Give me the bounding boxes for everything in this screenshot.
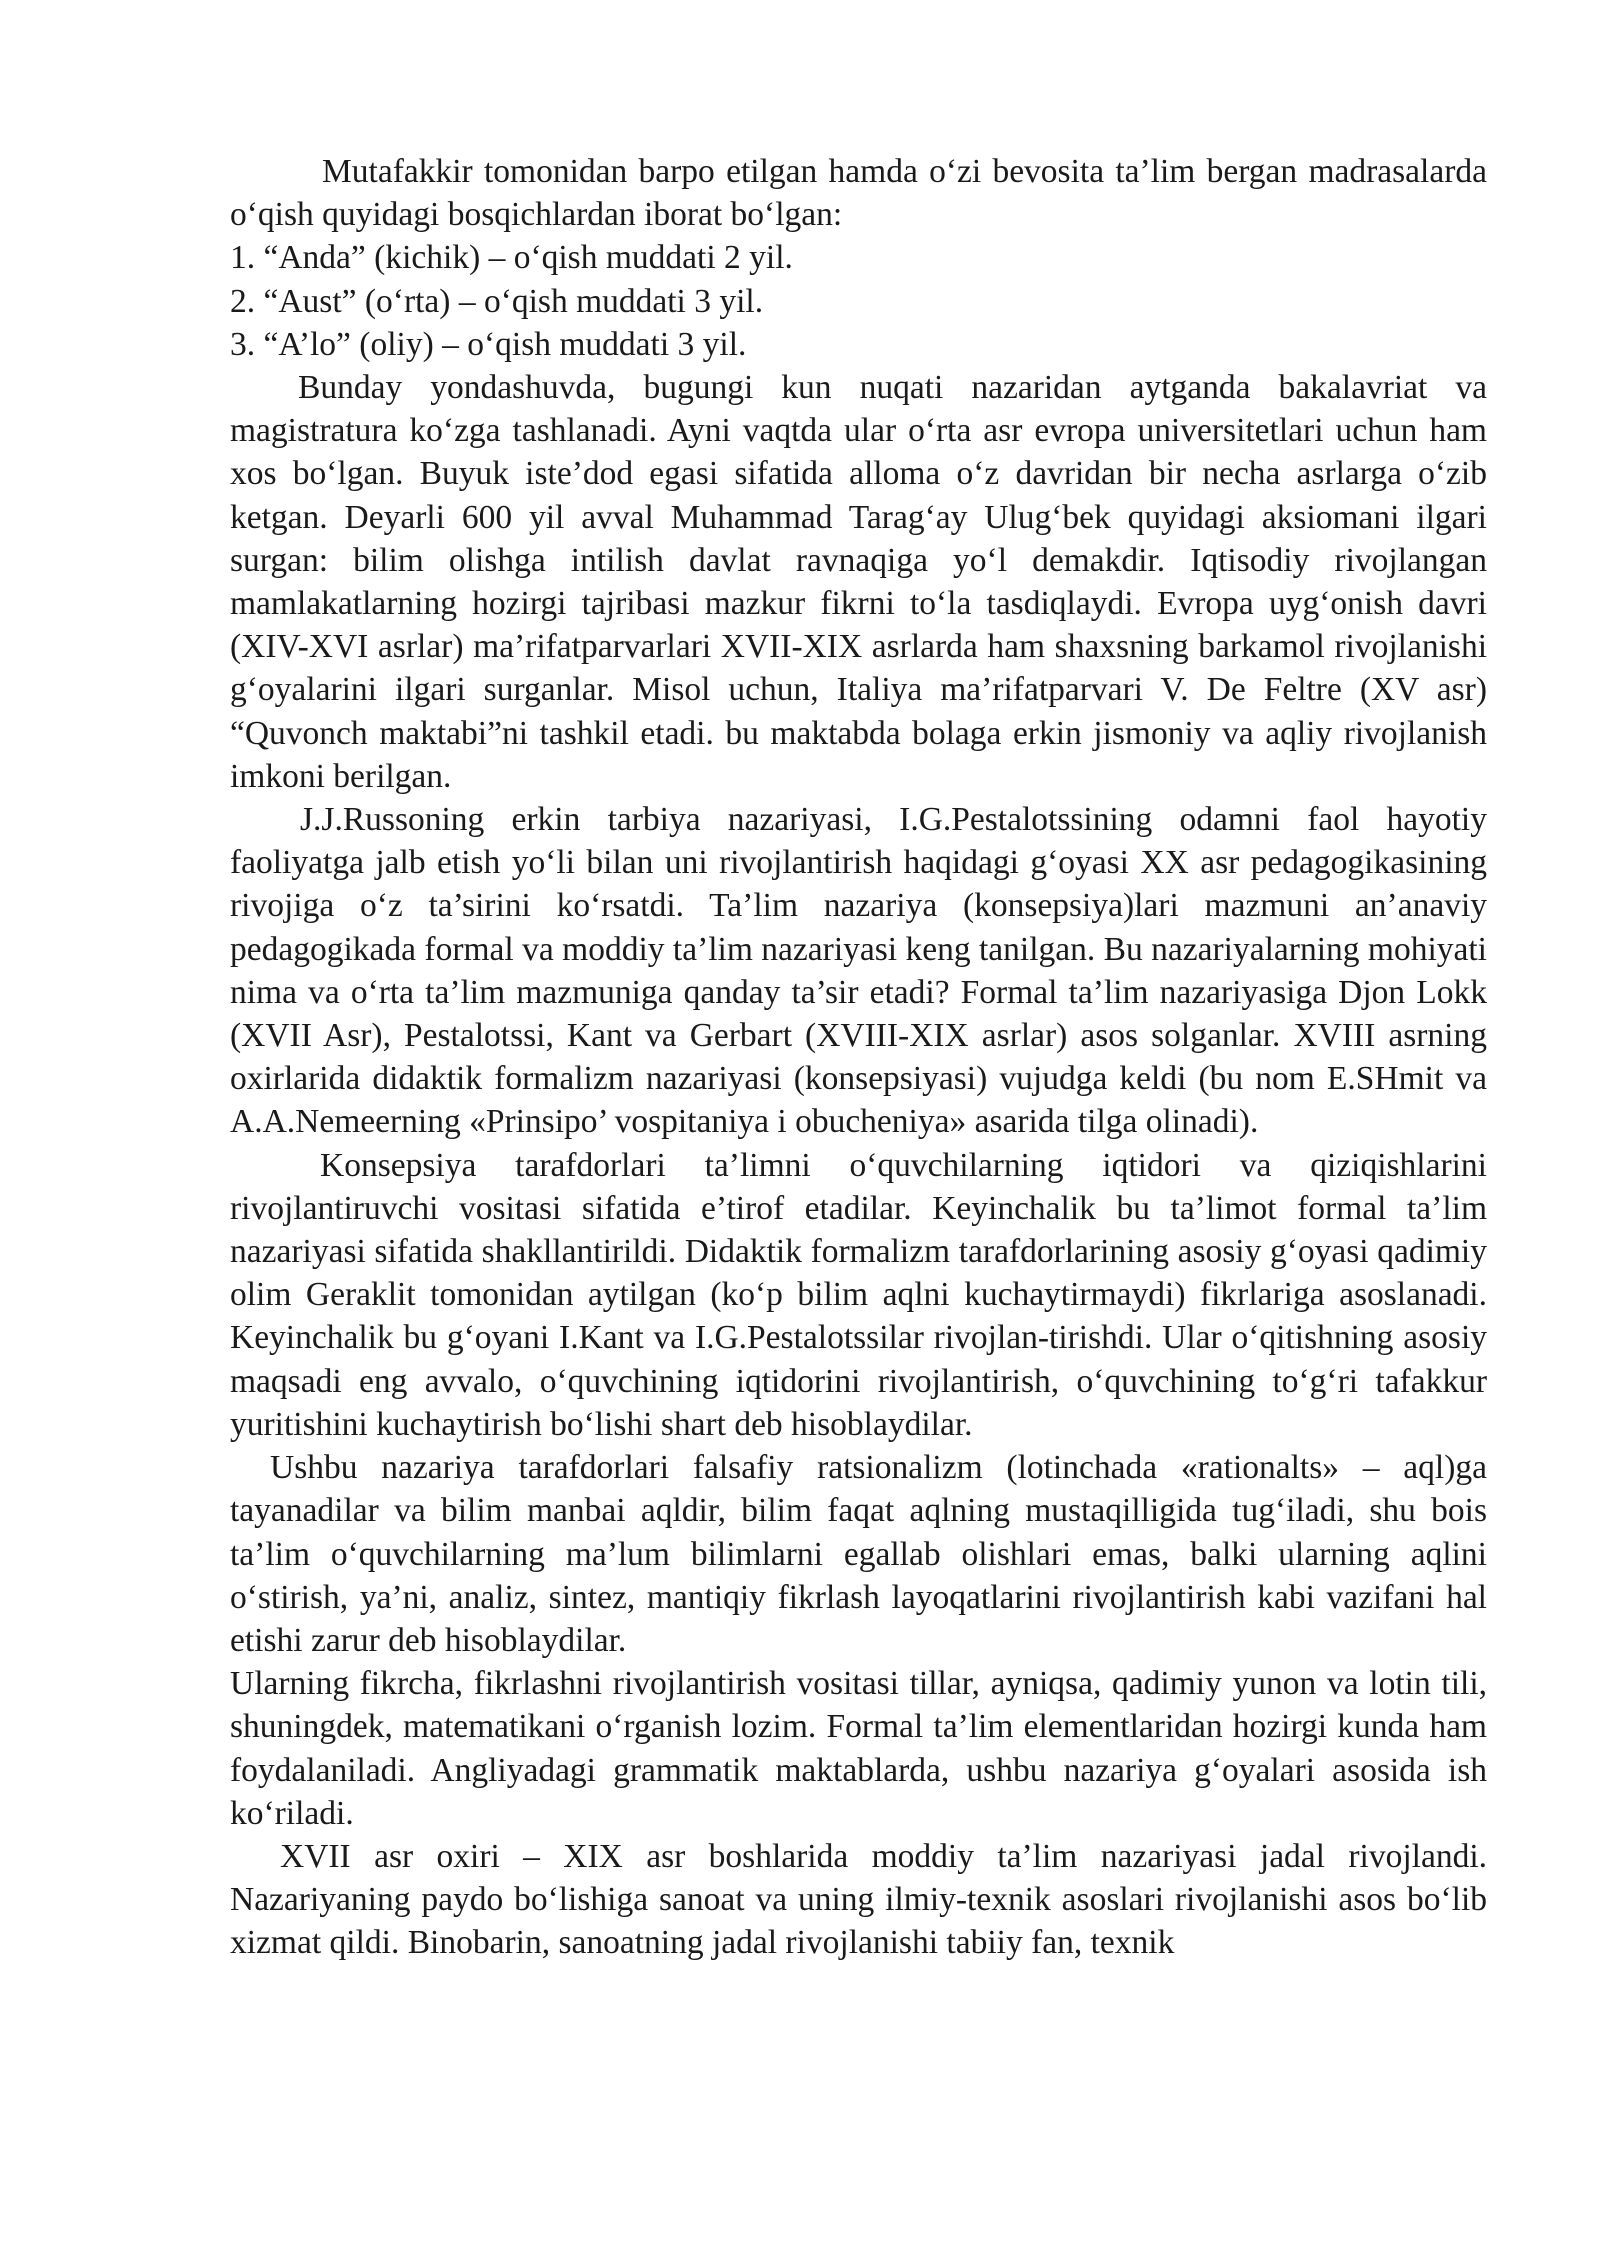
list-item-anda: 1. “Anda” (kichik) – o‘qish muddati 2 yil. bbox=[230, 239, 793, 277]
list-item-aust: 2. “Aust” (o‘rta) – o‘qish muddati 3 yil. bbox=[230, 282, 764, 320]
paragraph-moddiy-talim: XVII asr oxiri – XIX asr boshlarida moddiy ta’lim nazariyasi jadal rivojlandi. Nazariyaning paydo bo‘lishiga sanoat va uning ilmiy-texnik asoslari rivojlanishi asos bo‘lib xizmat qildi. Binobarin, sanoatning jadal rivojlanishi tabiiy fan, texnik bbox=[230, 1837, 1487, 1962]
paragraph-russo: J.J.Russoning erkin tarbiya nazariyasi, I.G.Pestalotssining odamni faol hayotiy faoliyatga jalb etish yo‘li bilan uni rivojlantirish haqidagi g‘oyasi XX asr pedagogikasining rivojiga o‘z ta’sirini ko‘rsatdi. Ta’lim nazariya (konsepsiya)lari mazmuni an’anaviy pedagogikada formal va moddiy ta’lim nazariyasi keng tanilgan. Bu nazariyalarning mohiyati nima va o‘rta ta’lim mazmuniga qanday ta’sir etadi? Formal ta’lim nazariyasiga Djon Lokk (XVII Asr), Pestalotssi, Kant va Gerbart (XVIII-XIX asrlar) asos solganlar. XVIII asrning oxirlarida didaktik formalizm nazariyasi (konsepsiyasi) vujudga keldi (bu nom E.SHmit va A.A.Nemeerning «Prinsipo’ vospitaniya i obucheniya» asarida tilga olinadi). bbox=[230, 801, 1487, 1141]
document-page bbox=[230, 150, 1487, 1965]
paragraph-konsepsiya: Konsepsiya tarafdorlari ta’limni o‘quvchilarning iqtidori va qiziqishlarini rivojlantiruvchi vositasi sifatida e’tirof etadilar. Keyinchalik bu ta’limot formal ta’lim nazariyasi sifatida shakllantirildi. Didaktik formalizm tarafdorlarining asosiy g‘oyasi qadimiy olim Geraklit tomonidan aytilgan (ko‘p bilim aqlni kuchaytirmaydi) fikrlariga asoslanadi. Keyinchalik bu g‘oyani I.Kant va I.G.Pestalotssilar rivojlan-tirishdi. Ular o‘qitishning asosiy maqsadi eng avvalo, o‘quvchining iqtidorini rivojlantirish, o‘quvchining to‘g‘ri tafakkur yuritishini kuchaytirish bo‘lishi shart deb hisoblaydilar. bbox=[230, 1146, 1487, 1443]
paragraph-tillar: Ularning fikrcha, fikrlashni rivojlantirish vositasi tillar, ayniqsa, qadimiy yunon va lotin tili, shuningdek, matematikani o‘rganish lozim. Formal ta’lim elementlaridan hozirgi kunda ham foydalaniladi. Angliyadagi grammatik maktablarda, ushbu nazariya g‘oyalari asosida ish ko‘riladi. bbox=[230, 1665, 1487, 1832]
list-item-alo: 3. “A’lo” (oliy) – o‘qish muddati 3 yil. bbox=[230, 325, 747, 363]
paragraph-madrasa-stages: Mutafakkir tomonidan barpo etilgan hamda o‘zi bevosita ta’lim bergan madrasalarda o‘qish quyidagi bosqichlardan iborat bo‘lgan: bbox=[230, 153, 1487, 234]
paragraph-ratsionalizm: Ushbu nazariya tarafdorlari falsafiy ratsionalizm (lotinchada «rationalts» – aql)ga tayanadilar va bilim manbai aqldir, bilim faqat aqlning mustaqilligida tug‘iladi, shu bois ta’lim o‘quvchilarning ma’lum bilimlarni egallab olishlari emas, balki ularning aqlini o‘stirish, ya’ni, analiz, sintez, mantiqiy fikrlash layoqatlarini rivojlantirish kabi vazifani hal etishi zarur deb hisoblaydilar. bbox=[230, 1449, 1487, 1659]
paragraph-bakalavriat: Bunday yondashuvda, bugungi kun nuqati nazaridan aytganda bakalavriat va magistratura ko‘zga tashlanadi. Ayni vaqtda ular o‘rta asr evropa universitetlari uchun ham xos bo‘lgan. Buyuk iste’dod egasi sifatida alloma o‘z davridan bir necha asrlarga o‘zib ketgan. Deyarli 600 yil avval Muhammad Tarag‘ay Ulug‘bek quyidagi aksiomani ilgari surgan: bilim olishga intilish davlat ravnaqiga yo‘l demakdir. Iqtisodiy rivojlangan mamlakatlarning hozirgi tajribasi mazkur fikrni to‘la tasdiqlaydi. Evropa uyg‘onish davri (XIV-XVI asrlar) ma’rifatparvarlari XVII-XIX asrlarda ham shaxsning barkamol rivojlanishi g‘oyalarini ilgari surganlar. Misol uchun, Italiya ma’rifatparvari V. De Feltre (XV asr) “Quvonch maktabi”ni tashkil etadi. bu maktabda bolaga erkin jismoniy va aqliy rivojlanish imkoni berilgan. bbox=[230, 369, 1487, 795]
